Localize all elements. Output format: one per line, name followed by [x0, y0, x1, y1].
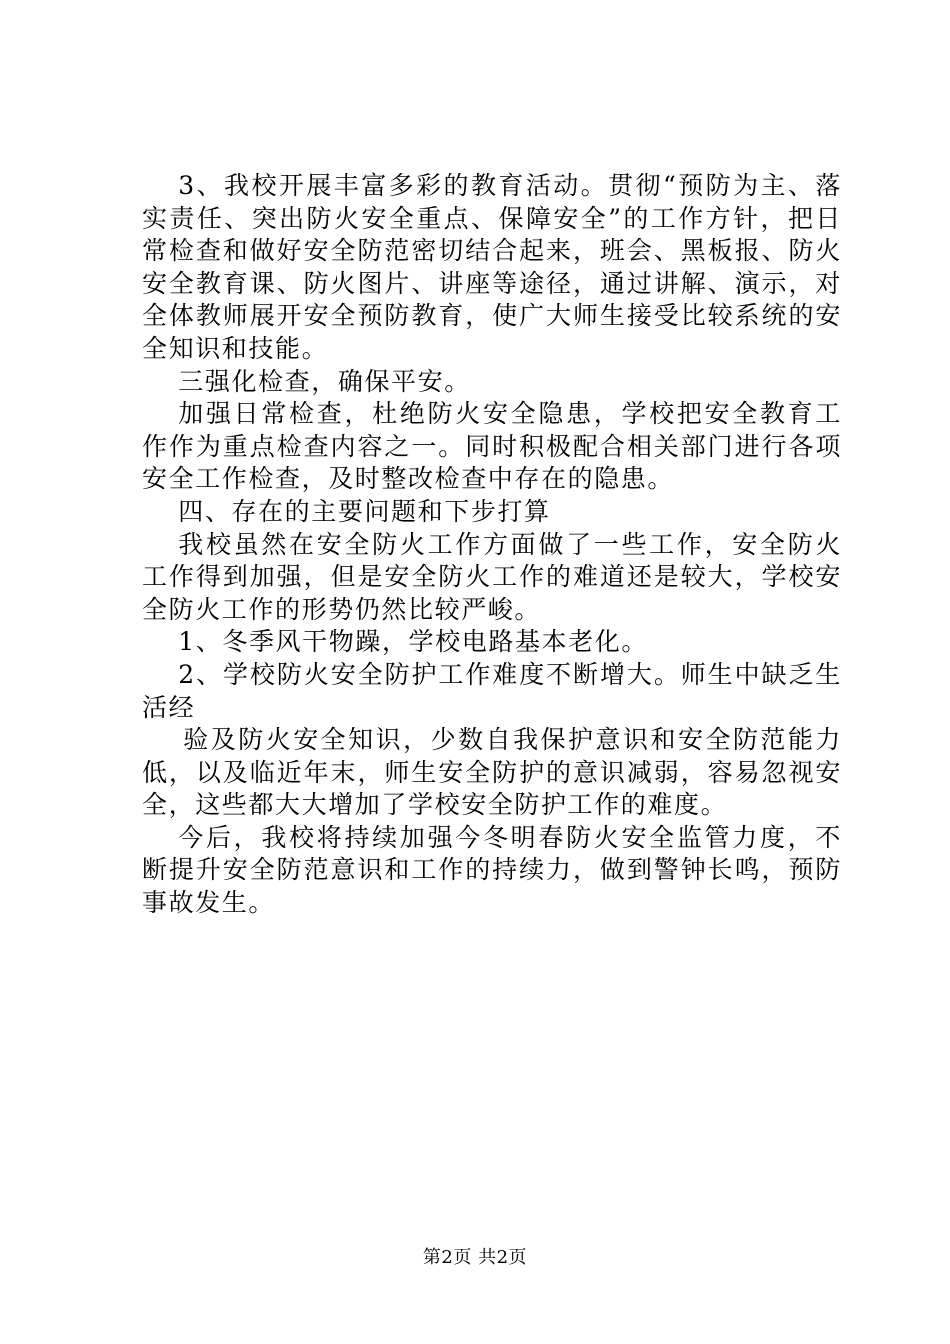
paragraph-fire-safety-situation: 我校虽然在安全防火工作方面做了一些工作，安全防火工作得到加强，但是安全防火工作的难道还是较大，学校安全防火工作的形势仍然比较严峻。: [142, 529, 842, 624]
document-body: [142, 170, 842, 920]
heading-problems-and-plans: 四、存在的主要问题和下步打算: [178, 496, 551, 526]
paragraph-knowledge-gaps: 验及防火安全知识，少数自我保护意识和安全防范能力低，以及临近年末，师生安全防护的意识减弱，容易忽视安全，这些都大大增加了学校安全防护工作的难度。: [142, 725, 842, 820]
page-number-footer: 第2页 共2页: [422, 1247, 528, 1268]
heading-strengthen-inspection: 三强化检查，确保平安。: [178, 366, 471, 396]
paragraph-daily-inspection: 加强日常检查，杜绝防火安全隐患，学校把安全教育工作作为重点检查内容之一。同时积极配合相关部门进行各项安全工作检查，及时整改检查中存在的隐患。: [142, 399, 842, 494]
paragraph-future-plans: 今后，我校将持续加强今冬明春防火安全监管力度，不断提升安全防范意识和工作的持续力，做到警钟长鸣，预防事故发生。: [142, 822, 842, 918]
list-item-winter-dryness: 1、冬季风干物躁，学校电路基本老化。: [178, 627, 648, 657]
paragraph-education-activities: 3、我校开展丰富多彩的教育活动。贯彻“预防为主、落实责任、突出防火安全重点、保障安全”的工作方针，把日常检查和做好安全防范密切结合起来，班会、黑板报、防火安全教育课、防火图片、讲座等途径，通过讲解、演示，对全体教师展开安全预防教育，使广大师生接受比较系统的安全知识和技能。: [142, 171, 842, 363]
list-item-increasing-difficulty: 2、学校防火安全防护工作难度不断增大。师生中缺乏生活经: [142, 659, 842, 722]
